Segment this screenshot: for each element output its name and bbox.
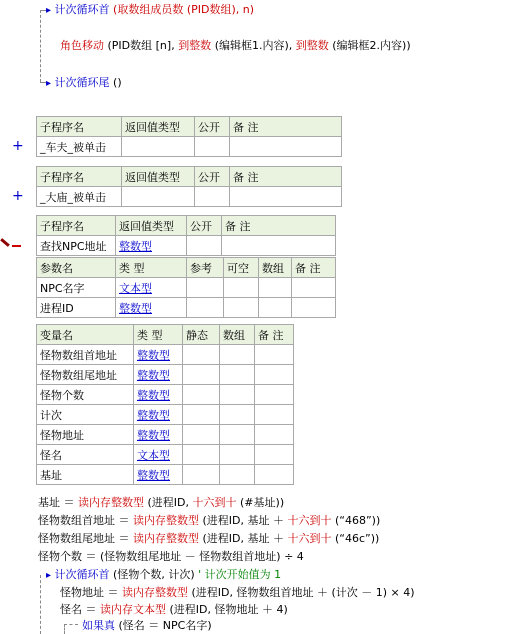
call-fn2: 到整数: [295, 39, 329, 52]
code-args: (进程ID, 怪物数组首地址 ＋ (计次 － 1) × 4): [191, 586, 415, 599]
code-args: (进程ID, 怪物地址 ＋ 4): [169, 603, 288, 616]
call-arg2: (编辑框2.内容)): [332, 39, 411, 52]
param-array-cell[interactable]: [259, 278, 292, 298]
param-name-cell[interactable]: 进程ID: [37, 298, 116, 318]
var-name-cell[interactable]: 怪物个数: [37, 385, 134, 405]
param-nullable-cell[interactable]: [224, 278, 259, 298]
sub-name-cell[interactable]: 查找NPC地址: [37, 236, 116, 256]
code-line-1[interactable]: [38, 496, 284, 510]
code-comment: ' 计次开始值为 1: [198, 568, 282, 581]
sub-name-cell[interactable]: _车夫_被单击: [37, 137, 122, 157]
var-type-cell[interactable]: 整数型: [134, 425, 183, 445]
param-ref-cell[interactable]: [187, 298, 224, 318]
sub-return-cell[interactable]: [122, 187, 195, 207]
arrow-right-icon: ▸: [46, 78, 52, 89]
param-remark-cell[interactable]: [292, 278, 336, 298]
param-name-cell[interactable]: NPC名字: [37, 278, 116, 298]
loop-footer-args: (): [113, 76, 122, 89]
variable-table: [36, 324, 294, 485]
subroutine-table-2: [36, 166, 342, 207]
var-name-cell[interactable]: 怪名: [37, 445, 134, 465]
code-args: (“468”)): [335, 514, 381, 527]
var-type-cell[interactable]: 文本型: [134, 445, 183, 465]
sub-public-cell[interactable]: [195, 137, 230, 157]
call-arg1: (编辑框1.内容),: [214, 39, 293, 52]
code-line-7[interactable]: [60, 603, 288, 617]
code-lhs: 怪名 ＝: [60, 603, 97, 616]
pencil-icon: [0, 238, 10, 247]
var-remark-cell[interactable]: [255, 385, 294, 405]
var-remark-cell[interactable]: [255, 445, 294, 465]
loop-keyword: 计次循环首: [54, 3, 110, 16]
code-lhs: 怪物地址 ＝: [60, 586, 119, 599]
code-args: (怪名 ＝ NPC名字): [118, 619, 212, 632]
var-static-cell[interactable]: [183, 465, 220, 485]
sub-header-return: 返回值类型: [122, 117, 195, 137]
loop-footer-line[interactable]: [46, 76, 122, 91]
var-header-type: 类 型: [134, 325, 183, 345]
var-array-cell[interactable]: [220, 425, 255, 445]
code-args: (进程ID, 基址 ＋: [202, 514, 284, 527]
var-static-cell[interactable]: [183, 385, 220, 405]
sub-header-public: 公开: [195, 117, 230, 137]
code-function: 读内存整数型: [122, 586, 188, 599]
var-type-cell[interactable]: 整数型: [134, 405, 183, 425]
parameter-table: [36, 257, 336, 318]
loop-footer-keyword: 计次循环尾: [54, 76, 110, 89]
sub-header-return: 返回值类型: [122, 167, 195, 187]
var-array-cell[interactable]: [220, 365, 255, 385]
code-line-3[interactable]: [38, 532, 379, 546]
var-static-cell[interactable]: [183, 425, 220, 445]
var-header-name: 变量名: [37, 325, 134, 345]
code-args: (“46c”)): [335, 532, 380, 545]
if-guide-top: [64, 624, 78, 625]
var-name-cell[interactable]: 基址: [37, 465, 134, 485]
sub-header-public: 公开: [187, 216, 222, 236]
loop-guide-line: [40, 10, 41, 82]
loop-guide-line: [40, 575, 41, 634]
code-args: (进程ID,: [147, 496, 190, 509]
code-line-5[interactable]: [46, 568, 281, 583]
code-line-4[interactable]: [38, 550, 304, 564]
param-header-nullable: 可空: [224, 258, 259, 278]
var-type-cell[interactable]: 整数型: [134, 345, 183, 365]
arrow-right-icon: ▸: [46, 570, 52, 581]
sub-header-name: 子程序名: [37, 216, 116, 236]
call-name: 角色移动: [60, 39, 104, 52]
expand-plus-icon[interactable]: +: [12, 188, 24, 204]
param-type-cell[interactable]: 文本型: [116, 278, 187, 298]
var-type-cell[interactable]: 整数型: [134, 365, 183, 385]
sub-public-cell[interactable]: [187, 236, 222, 256]
code-line-8[interactable]: [82, 619, 212, 633]
var-static-cell[interactable]: [183, 405, 220, 425]
var-remark-cell[interactable]: [255, 465, 294, 485]
call-args-pre: (PID数组 [n],: [107, 39, 175, 52]
sub-public-cell[interactable]: [195, 187, 230, 207]
var-static-cell[interactable]: [183, 445, 220, 465]
param-remark-cell[interactable]: [292, 298, 336, 318]
var-name-cell[interactable]: 怪物数组尾地址: [37, 365, 134, 385]
subroutine-table-1: [36, 116, 342, 157]
param-ref-cell[interactable]: [187, 278, 224, 298]
var-remark-cell[interactable]: [255, 345, 294, 365]
var-static-cell[interactable]: [183, 365, 220, 385]
var-array-cell[interactable]: [220, 385, 255, 405]
code-lhs: 怪物数组首地址 ＝: [38, 514, 130, 527]
code-function: 十六到十: [287, 532, 332, 545]
sub-remark-cell[interactable]: [230, 137, 342, 157]
param-header-type: 类 型: [116, 258, 187, 278]
sub-remark-cell[interactable]: [222, 236, 336, 256]
arrow-right-icon: ▸: [46, 5, 52, 16]
sub-name-cell[interactable]: _大庙_被单击: [37, 187, 122, 207]
code-args: (进程ID, 基址 ＋: [202, 532, 284, 545]
sub-return-cell[interactable]: 整数型: [116, 236, 187, 256]
param-nullable-cell[interactable]: [224, 298, 259, 318]
var-header-static: 静态: [183, 325, 220, 345]
sub-header-return: 返回值类型: [116, 216, 187, 236]
param-header-name: 参数名: [37, 258, 116, 278]
var-array-cell[interactable]: [220, 405, 255, 425]
code-lhs: 怪物数组尾地址 ＝: [38, 532, 130, 545]
var-type-cell[interactable]: 整数型: [134, 385, 183, 405]
param-header-ref: 参考: [187, 258, 224, 278]
code-statement: 怪物个数 ＝ (怪物数组尾地址 － 怪物数组首地址) ÷ 4: [38, 550, 304, 563]
sub-header-name: 子程序名: [37, 167, 122, 187]
code-line-6[interactable]: [60, 586, 415, 600]
sub-header-public: 公开: [195, 167, 230, 187]
sub-header-remark: 备 注: [230, 167, 342, 187]
code-lhs: 基址 ＝: [38, 496, 75, 509]
sub-remark-cell[interactable]: [230, 187, 342, 207]
var-static-cell[interactable]: [183, 345, 220, 365]
var-array-cell[interactable]: [220, 345, 255, 365]
var-remark-cell[interactable]: [255, 425, 294, 445]
sub-header-remark: 备 注: [230, 117, 342, 137]
var-type-cell[interactable]: 整数型: [134, 465, 183, 485]
sub-return-cell[interactable]: [122, 137, 195, 157]
code-function: 读内存整数型: [133, 514, 199, 527]
code-keyword: 如果真: [82, 619, 115, 632]
var-array-cell[interactable]: [220, 445, 255, 465]
param-type-cell[interactable]: 整数型: [116, 298, 187, 318]
if-guide-line: [64, 624, 65, 634]
param-header-remark: 备 注: [292, 258, 336, 278]
code-line-2[interactable]: [38, 514, 380, 528]
var-remark-cell[interactable]: [255, 365, 294, 385]
call-fn1: 到整数: [178, 39, 212, 52]
var-name-cell[interactable]: 怪物数组首地址: [37, 345, 134, 365]
var-array-cell[interactable]: [220, 465, 255, 485]
code-args: (怪物个数, 计次): [113, 568, 195, 581]
code-args: (#基址)): [240, 496, 285, 509]
var-name-cell[interactable]: 怪物地址: [37, 425, 134, 445]
var-remark-cell[interactable]: [255, 405, 294, 425]
expand-plus-icon[interactable]: +: [12, 138, 24, 154]
code-function: 读内存整数型: [133, 532, 199, 545]
var-header-remark: 备 注: [255, 325, 294, 345]
code-function: 十六到十: [287, 514, 332, 527]
var-name-cell[interactable]: 计次: [37, 405, 134, 425]
param-header-array: 数组: [259, 258, 292, 278]
code-function: 读内存整数型: [78, 496, 144, 509]
subroutine-table-3: [36, 215, 336, 256]
collapse-minus-icon[interactable]: [12, 245, 21, 247]
sub-header-name: 子程序名: [37, 117, 122, 137]
var-header-array: 数组: [220, 325, 255, 345]
code-function: 读内存文本型: [100, 603, 166, 616]
sub-header-remark: 备 注: [222, 216, 336, 236]
call-line[interactable]: [60, 39, 411, 53]
code-keyword: 计次循环首: [54, 568, 110, 581]
loop-header-args: (取数组成员数 (PID数组), n): [113, 3, 255, 16]
code-function: 十六到十: [192, 496, 237, 509]
param-array-cell[interactable]: [259, 298, 292, 318]
loop-header-line[interactable]: [46, 3, 254, 18]
